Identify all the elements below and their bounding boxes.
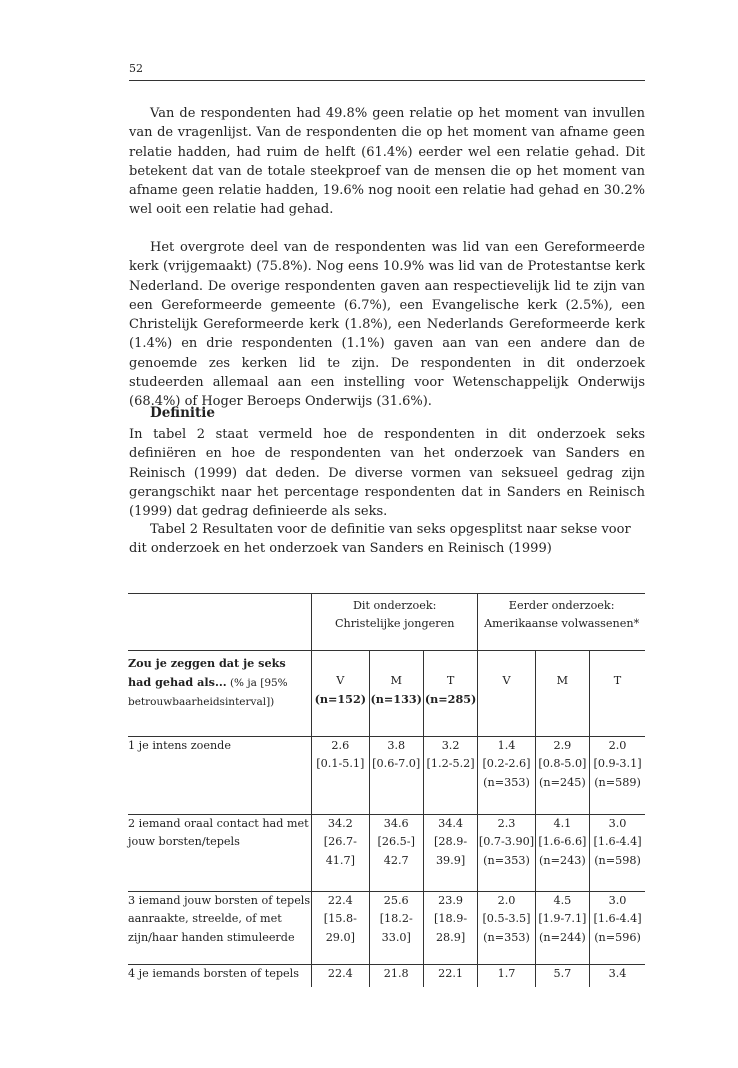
cell-value: 2.3 [497, 817, 516, 830]
cell-ci: 28.9] [435, 930, 466, 944]
header-rule [129, 80, 645, 81]
cell-n: (n=353) [483, 930, 530, 944]
column-label: M [390, 674, 402, 687]
cell-value: 3.4 [608, 967, 627, 980]
cell-value: 2.9 [553, 739, 572, 752]
column-header [369, 651, 423, 737]
cell-value: 22.4 [327, 967, 353, 980]
row-label: 1 je intens zoende [128, 737, 312, 807]
cell-n: (n=244) [539, 930, 586, 944]
cell-ci: [0.2-2.6] [482, 757, 531, 771]
data-cell [590, 737, 645, 807]
cell-n: (n=353) [483, 853, 530, 867]
cell-ci: [0.8-5.0] [538, 757, 587, 771]
data-cell [590, 815, 645, 882]
cell-ci: [26.5-] [377, 835, 415, 849]
data-cell [312, 815, 369, 882]
table-row [128, 737, 645, 807]
data-cell [369, 737, 423, 807]
column-n: (n=152) [314, 692, 367, 707]
cell-value: 22.4 [327, 894, 353, 907]
column-header [312, 651, 369, 737]
table-row [128, 892, 645, 953]
cell-ci: [0.7-3.90] [478, 835, 535, 849]
cell-ci: [0.5-3.5] [482, 912, 531, 926]
column-header [535, 651, 589, 737]
cell-ci: [0.9-3.1] [593, 757, 642, 771]
cell-n: (n=589) [594, 775, 641, 789]
cell-ci: [18.2- [379, 912, 413, 926]
cell-ci: [1.2-5.2] [426, 757, 475, 771]
cell-value: 3.2 [441, 739, 460, 752]
cell-value: 2.0 [608, 739, 627, 752]
data-cell [478, 815, 535, 882]
section-heading: Definitie [150, 405, 216, 421]
data-cell [478, 892, 535, 953]
cell-n: (n=353) [483, 775, 530, 789]
group-header-earlier-study [478, 594, 645, 651]
data-cell [423, 892, 477, 953]
page-number: 52 [129, 62, 143, 75]
cell-ci: [18.9- [434, 912, 468, 926]
data-cell [535, 737, 589, 807]
paragraph-church: Het overgrote deel van de respondenten was lid van een Gereformeerde kerk (vrijgemaakt) (75.8%). Nog eens 10.9% was lid van de Protestantse kerk Nederland. De overige respondenten gaven aan respectievelijk lid te zijn van een Gereformeerde gemeente (6.7%), een Evangelische kerk (2.5%), een Christelijk Gereformeerde kerk (1.8%), een Nederlands Gereformeerde kerk (1.4%) en drie respondenten (1.1%) gaven aan van een andere dan de genoemde zes kerken lid te zijn. De respondenten in dit onderzoek studeerden allemaal aan een instelling voor Wetenschappelijk Onderwijs (68.4%) of Hoger Beroeps Onderwijs (31.6%). [129, 240, 645, 410]
paragraph-definition: In tabel 2 staat vermeld hoe de respondenten in dit onderzoek seks definiëren en hoe de respondenten van het onderzoek van Sanders en Reinisch (1999) dat deden. De diverse vormen van seksueel gedrag zijn gerangschikt naar het percentage respondenten dat in Sanders en Reinisch (1999) dat gedrag definieerde als seks. [129, 427, 645, 520]
column-label: T [446, 674, 455, 687]
data-cell [423, 815, 477, 882]
column-header [478, 651, 535, 737]
cell-value: 34.6 [383, 817, 409, 830]
table-row [128, 965, 645, 988]
cell-ci: [26.7- [323, 835, 357, 849]
question-note: (% ja [95% betrouwbaarheidsinterval]) [128, 677, 288, 708]
row-label: 2 iemand oraal contact had met jouw borsten/tepels [128, 815, 312, 882]
cell-value: 21.8 [383, 967, 409, 980]
table-column-header-row [128, 651, 645, 737]
column-label: V [502, 674, 511, 687]
cell-value: 4.5 [553, 894, 572, 907]
cell-n: (n=598) [594, 853, 641, 867]
data-cell [312, 965, 369, 988]
group-header-this-study [312, 594, 478, 651]
cell-ci: 39.9] [435, 853, 466, 867]
cell-n: (n=245) [539, 775, 586, 789]
data-cell [535, 892, 589, 953]
group-header-line: Amerikaanse volwassenen* [484, 617, 640, 631]
cell-ci: [0.1-5.1] [316, 757, 365, 771]
group-header-line: Christelijke jongeren [334, 617, 455, 631]
cell-value: 5.7 [553, 967, 572, 980]
cell-ci: [1.6-6.6] [538, 835, 587, 849]
data-cell [590, 965, 645, 988]
column-n: (n=133) [370, 692, 422, 707]
cell-value: 2.0 [497, 894, 516, 907]
row-label: 3 iemand jouw borsten of tepels aanraakte, streelde, of met zijn/haar handen stimuleerde [128, 892, 312, 953]
table-group-header-row [128, 594, 645, 651]
question-text: Zou je zeggen dat je seks had gehad als... [128, 656, 286, 690]
cell-ci: 29.0] [325, 930, 355, 944]
cell-value: 1.4 [497, 739, 516, 752]
cell-ci: [1.9-7.1] [538, 912, 587, 926]
data-cell [423, 965, 477, 988]
question-cell [128, 651, 312, 737]
group-header-line: Eerder onderzoek: [508, 599, 615, 612]
table-caption: Tabel 2 Resultaten voor de definitie van seks opgesplitst naar sekse voor dit onderzoek en het onderzoek van Sanders en Reinisch (1999) [129, 522, 631, 557]
cell-value: 3.8 [387, 739, 406, 752]
column-n: (n=285) [424, 692, 477, 707]
column-label: V [336, 674, 345, 687]
cell-ci: 33.0] [381, 930, 411, 944]
cell-value: 25.6 [383, 894, 409, 907]
column-header [423, 651, 477, 737]
cell-value: 23.9 [438, 894, 464, 907]
cell-value: 34.4 [438, 817, 464, 830]
data-cell [423, 737, 477, 807]
paragraph-relationship: Van de respondenten had 49.8% geen relatie op het moment van invullen van de vragenlijst. Van de respondenten die op het moment van afname geen relatie hadden, had ruim de helft (61.4%) eerder wel een relatie gehad. Dit betekent dat van de totale steekproef van de mensen die op het moment van afname geen relatie hadden, 19.6% nog nooit een relatie had gehad en 30.2% wel ooit een relatie had gehad. [129, 106, 645, 218]
cell-value: 1.7 [497, 967, 516, 980]
cell-n: (n=243) [539, 853, 586, 867]
data-cell [535, 965, 589, 988]
column-header [590, 651, 645, 737]
cell-ci: [0.6-7.0] [372, 757, 421, 771]
cell-ci: [1.6-4.4] [593, 912, 642, 926]
cell-ci: 42.7 [383, 853, 409, 867]
data-cell [590, 892, 645, 953]
group-header-line: Dit onderzoek: [352, 599, 437, 612]
cell-value: 34.2 [327, 817, 353, 830]
data-cell [369, 892, 423, 953]
data-cell [312, 892, 369, 953]
results-table [128, 593, 645, 987]
table-corner-cell [128, 594, 312, 651]
data-cell [535, 815, 589, 882]
data-cell [369, 815, 423, 882]
cell-ci: 41.7] [325, 853, 355, 867]
cell-ci: [1.6-4.4] [593, 835, 642, 849]
data-cell [312, 737, 369, 807]
column-label: M [556, 674, 569, 687]
cell-ci: [15.8- [323, 912, 357, 926]
cell-value: 3.0 [608, 894, 627, 907]
cell-value: 2.6 [331, 739, 350, 752]
cell-value: 3.0 [608, 817, 627, 830]
data-cell [478, 965, 535, 988]
cell-n: (n=596) [594, 930, 641, 944]
row-label: 4 je iemands borsten of tepels [128, 965, 312, 988]
data-cell [369, 965, 423, 988]
cell-value: 22.1 [438, 967, 464, 980]
cell-value: 4.1 [553, 817, 572, 830]
column-label: T [613, 674, 622, 687]
cell-ci: [28.9- [434, 835, 468, 849]
data-cell [478, 737, 535, 807]
table-row [128, 815, 645, 882]
